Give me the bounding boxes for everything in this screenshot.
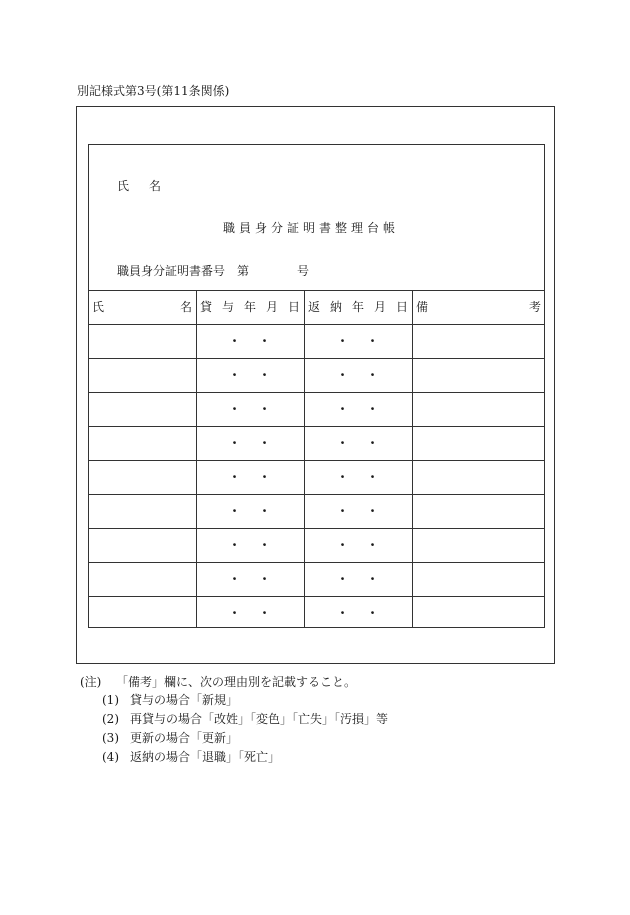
return-date-cell: ・・ xyxy=(336,402,397,416)
notes-heading xyxy=(80,675,357,689)
notes-heading-text: 「備考」欄に、次の理由別を記載すること。 xyxy=(116,675,357,689)
return-date-cell: ・・ xyxy=(336,504,397,518)
ledger-title: 職員身分証明書整理台帳 xyxy=(223,221,400,235)
header-remarks: 備 考 xyxy=(416,300,541,314)
name-label-part-a: 氏 xyxy=(117,179,130,193)
return-date-cell: ・・ xyxy=(336,470,397,484)
return-date-cell: ・・ xyxy=(336,538,397,552)
loan-date-cell: ・・ xyxy=(228,470,289,484)
return-date-cell: ・・ xyxy=(336,572,397,586)
name-label-part-b: 名 xyxy=(149,179,162,193)
certificate-number-line xyxy=(117,264,309,278)
header-name: 氏 名 xyxy=(92,300,192,314)
ledger-table xyxy=(88,290,545,628)
return-date-cell: ・・ xyxy=(336,606,397,620)
loan-date-cell: ・・ xyxy=(228,402,289,416)
loan-date-cell: ・・ xyxy=(228,368,289,382)
form-number-label: 別記様式第3号(第11条関係) xyxy=(77,84,230,98)
return-date-cell: ・・ xyxy=(336,334,397,348)
table-column-line xyxy=(412,290,413,628)
loan-date-cell: ・・ xyxy=(228,538,289,552)
table-top-line xyxy=(88,290,545,291)
loan-date-cell: ・・ xyxy=(228,334,289,348)
notes-marker: (注) xyxy=(80,675,102,689)
loan-date-cell: ・・ xyxy=(228,606,289,620)
note-item: (4) 返納の場合「退職」「死亡」 xyxy=(102,750,281,764)
certificate-number-suffix: 号 xyxy=(297,264,310,278)
note-item: (1) 貸与の場合「新規」 xyxy=(102,693,239,707)
loan-date-cell: ・・ xyxy=(228,572,289,586)
name-field-label xyxy=(117,179,161,193)
loan-date-cell: ・・ xyxy=(228,436,289,450)
certificate-number-label: 職員身分証明書番号 xyxy=(117,264,226,278)
header-return-date: 返 納 年 月 日 xyxy=(308,300,408,314)
header-loan-date: 貸 与 年 月 日 xyxy=(200,300,300,314)
loan-date-cell: ・・ xyxy=(228,504,289,518)
return-date-cell: ・・ xyxy=(336,368,397,382)
return-date-cell: ・・ xyxy=(336,436,397,450)
note-item: (2) 再貸与の場合「改姓」「変色」「亡失」「汚損」等 xyxy=(102,712,389,726)
certificate-number-prefix: 第 xyxy=(237,264,250,278)
note-item: (3) 更新の場合「更新」 xyxy=(102,731,239,745)
